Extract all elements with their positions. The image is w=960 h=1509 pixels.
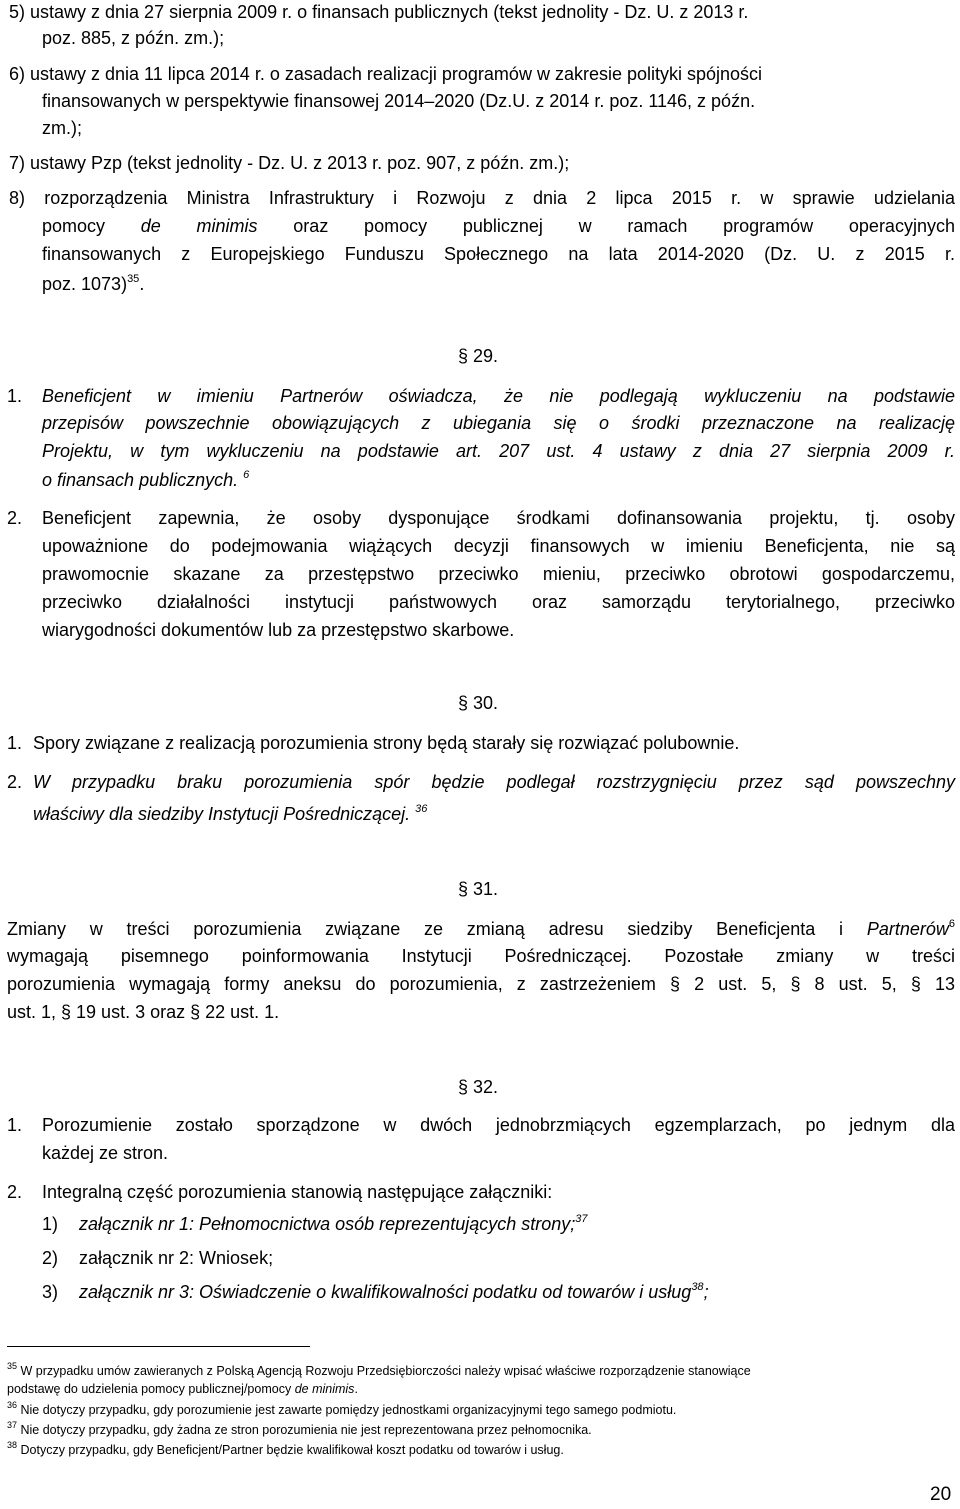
s31-line-4: ust. 1, § 19 ust. 3 oraz § 22 ust. 1.: [7, 1002, 280, 1022]
text-run: Dotyczy przypadku, gdy Beneficjent/Partner będzie kwalifikował koszt podatku od towarów i usług.: [20, 1443, 564, 1457]
italic-text: de minimis: [140, 216, 258, 236]
s29-p1-line-2: przepisów powszechnie obowiązujących z ubiegania się o środki przeznaczone na realizację: [42, 413, 955, 433]
list-item-8-line-1: 8) rozporządzenia Ministra Infrastruktury i Rozwoju z dnia 2 lipca 2015 r. w sprawie udzielania: [9, 188, 955, 208]
footnote-36: [7, 1402, 676, 1418]
item-number: 2.: [7, 1182, 23, 1202]
list-item-8-line-4: [42, 272, 144, 296]
text-run: [867, 919, 955, 939]
attachment-number: 1): [42, 1214, 59, 1234]
list-item-6-line-2: finansowanych w perspektywie finansowej 2014–2020 (Dz.U. z 2014 r. poz. 1146, z późn.: [42, 91, 756, 111]
text-run: oraz pomocy publicznej w ramach programów operacyjnych: [293, 216, 955, 236]
text-run: .: [139, 274, 145, 294]
footnote-separator: [7, 1346, 310, 1347]
text-run: ;: [703, 1282, 709, 1302]
s30-p2-line-2: [33, 802, 427, 826]
s29-p2-line-4: przeciwko działalności instytucji państwowych oraz samorządu terytorialnego, przeciwko: [42, 592, 955, 612]
s29-p1-line-4: [42, 468, 249, 492]
s29-p2-line-3: prawomocnie skazane za przestępstwo przeciwko mieniu, przeciwko obrotowi gospodarczemu,: [42, 564, 955, 584]
s29-p1-line-1: Beneficjent w imieniu Partnerów oświadcza, że nie podlegają wykluczeniu na podstawie: [42, 386, 955, 406]
footnote-ref: 35: [127, 273, 140, 285]
attachment-3: [79, 1280, 709, 1304]
s32-p2: Integralną część porozumienia stanowią następujące załączniki:: [42, 1182, 553, 1202]
footnote-number: 38: [7, 1440, 18, 1450]
list-item-5-line-2: poz. 885, z późn. zm.);: [42, 28, 225, 48]
item-number: 1.: [7, 386, 23, 406]
page-number: 20: [930, 1484, 952, 1505]
footnote-ref: 36: [415, 803, 428, 815]
footnote-37: [7, 1422, 592, 1438]
s29-p1-line-3: Projektu, w tym wykluczeniu na podstawie art. 207 ust. 4 ustawy z dnia 27 sierpnia 2009 r.: [42, 441, 955, 461]
text-run: pomocy: [42, 216, 106, 236]
text-run: właściwy dla siedziby Instytucji Pośredniczącej.: [33, 804, 411, 824]
text-run: poz. 1073): [42, 274, 128, 294]
text-run: W przypadku umów zawieranych z Polską Agencją Rozwoju Przedsiębiorczości należy wpisać właściwe rozporządzenie stanowiące: [20, 1364, 751, 1378]
s31-line-1: [7, 917, 955, 941]
text-run: Nie dotyczy przypadku, gdy porozumienie jest zawarte pomiędzy jednostkami organizacyjnymi tego samego podmiotu.: [20, 1403, 677, 1417]
italic-text: Partnerów: [866, 919, 949, 939]
s32-p1-line-1: Porozumienie zostało sporządzone w dwóch jednobrzmiących egzemplarzach, po jednym dla: [42, 1115, 955, 1135]
s29-p2-line-5: wiarygodności dokumentów lub za przestępstwo skarbowe.: [42, 620, 515, 640]
text-run: o finansach publicznych.: [42, 470, 239, 490]
text-run: Nie dotyczy przypadku, gdy żadna ze stron porozumienia nie jest reprezentowana przez pełnomocnika.: [20, 1423, 592, 1437]
text-run: załącznik nr 3: Oświadczenie o kwalifikowalności podatku od towarów i usług: [79, 1282, 692, 1302]
item-number: 2.: [7, 772, 23, 792]
list-item-8-line-2: [42, 214, 955, 238]
list-item-5-line-1: 5) ustawy z dnia 27 sierpnia 2009 r. o finansach publicznych (tekst jednolity - Dz. U. z 2013 r.: [9, 2, 749, 22]
footnote-ref: 6: [243, 469, 250, 481]
footnote-number: 37: [7, 1420, 18, 1430]
s31-line-2: wymagają pisemnego poinformowania Instytucji Pośredniczącej. Pozostałe zmiany w treści: [7, 946, 955, 966]
footnote-ref: 6: [948, 918, 955, 930]
footnote-number: 35: [7, 1361, 18, 1371]
attachment-2: załącznik nr 2: Wniosek;: [79, 1248, 274, 1268]
section-heading-31: § 31.: [458, 879, 499, 899]
footnote-number: 36: [7, 1400, 18, 1410]
s29-p2-line-1: Beneficjent zapewnia, że osoby dysponujące środkami dofinansowania projektu, tj. osoby: [42, 508, 955, 528]
footnote-38: [7, 1442, 564, 1458]
list-item-6-line-1: 6) ustawy z dnia 11 lipca 2014 r. o zasadach realizacji programów w zakresie polityki spójności: [9, 64, 763, 84]
attachment-1: [79, 1212, 588, 1236]
footnote-35-line-1: [7, 1363, 751, 1379]
section-heading-29: § 29.: [458, 346, 499, 366]
footnote-ref: 37: [575, 1213, 588, 1225]
footnote-ref: 38: [691, 1281, 704, 1293]
list-item-8-line-3: finansowanych z Europejskiego Funduszu Społecznego na lata 2014-2020 (Dz. U. z 2015 r.: [42, 244, 955, 264]
section-heading-32: § 32.: [458, 1077, 499, 1097]
s29-p2-line-2: upoważnione do podejmowania wiążących decyzji finansowych w imieniu Beneficjenta, nie są: [42, 536, 955, 556]
s30-p2-line-1: W przypadku braku porozumienia spór będzie podlegał rozstrzygnięciu przez sąd powszechny: [33, 772, 955, 792]
attachment-number: 2): [42, 1248, 59, 1268]
italic-text: de minimis: [294, 1382, 355, 1396]
attachment-number: 3): [42, 1282, 59, 1302]
text-run: załącznik nr 1: Pełnomocnictwa osób reprezentujących strony;: [79, 1214, 576, 1234]
text-run: Zmiany w treści porozumienia związane ze zmianą adresu siedziby Beneficjenta i: [7, 919, 844, 939]
item-number: 1.: [7, 733, 23, 753]
section-heading-30: § 30.: [458, 693, 499, 713]
list-item-6-line-3: zm.);: [42, 118, 82, 138]
s32-p1-line-2: każdej ze stron.: [42, 1143, 169, 1163]
item-number: 1.: [7, 1115, 23, 1135]
list-item-7: 7) ustawy Pzp (tekst jednolity - Dz. U. z 2013 r. poz. 907, z późn. zm.);: [9, 153, 570, 173]
text-run: podstawę do udzielenia pomocy publicznej/pomocy: [7, 1382, 292, 1396]
item-number: 2.: [7, 508, 23, 528]
footnote-35-line-2: [7, 1381, 358, 1397]
s31-line-3: porozumienia wymagają formy aneksu do porozumienia, z zastrzeżeniem § 2 ust. 5, § 8 ust. 5, § 13: [7, 974, 955, 994]
text-run: .: [354, 1382, 358, 1396]
s30-p1: Spory związane z realizacją porozumienia strony będą starały się rozwiązać polubownie.: [33, 733, 740, 753]
